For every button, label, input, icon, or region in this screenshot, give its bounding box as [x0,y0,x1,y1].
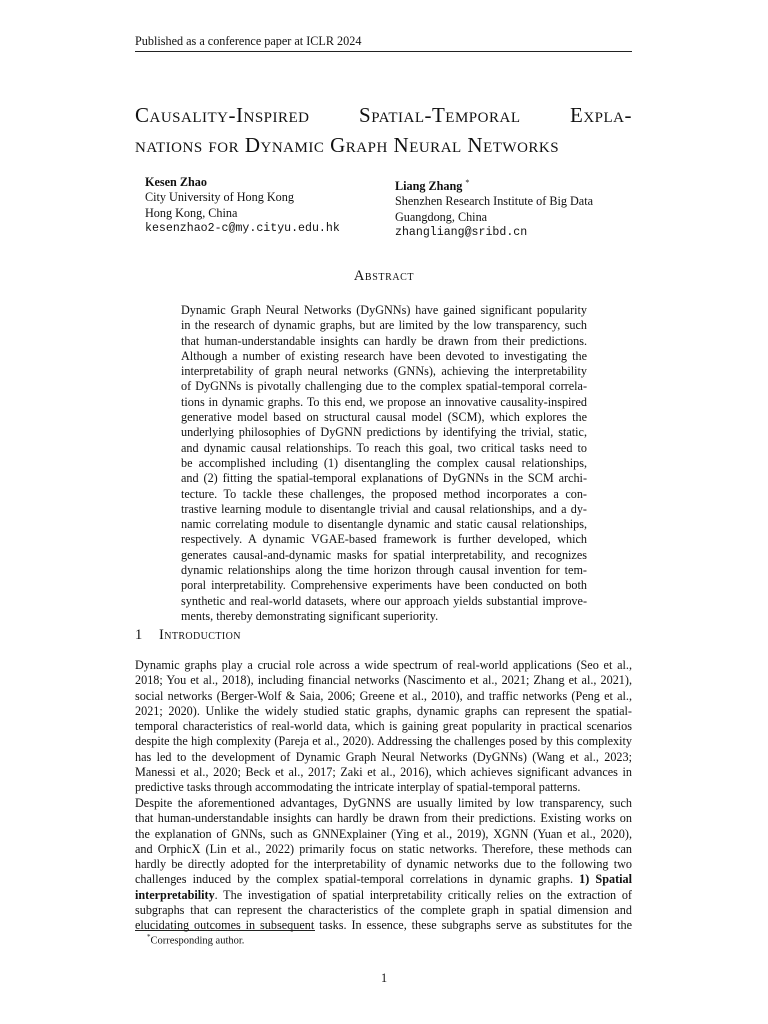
abstract-line: of DyGNNs is pivotally challenging due to the complex spatial-temporal correla- [181,379,587,394]
abstract-line: Although a number of existing research have been devoted to investigating the [181,348,587,363]
paragraph-line-with-bold [135,888,632,903]
abstract-line: generates causal-and-dynamic masks for spatial interpretability, and recognizes [181,547,587,562]
abstract-line: respectively. A dynamic VGAE-based framework is further developed, which [181,532,587,547]
footnote-rule [135,930,315,931]
abstract-line: ments, thereby demonstrating significant superiority. [181,608,439,623]
abstract-body [181,303,587,624]
page-number: 1 [380,971,388,985]
paragraph-text: . The investigation of spatial interpretability critically relies on the extraction of [214,887,632,902]
author-location: Hong Kong, China [145,205,238,220]
paragraph-line: Manessi et al., 2020; Beck et al., 2017; Zaki et al., 2016), which achieves significant advances in [135,765,632,780]
title-word: Causality-Inspired [135,103,310,127]
abstract-line: poral interpretability. Comprehensive experiments have been conducted on both [181,578,587,593]
section-number: 1 [135,627,143,643]
abstract-heading: Abstract [353,268,415,284]
header-rule [135,51,632,52]
abstract-line: that human-understandable insights can hardly be drawn from their predictions. [181,333,587,348]
corresponding-author-marker[interactable]: * [465,178,470,187]
author-affiliation: City University of Hong Kong [145,190,294,205]
bold-run: 1) Spatial [579,872,633,887]
author-block-1 [145,175,340,236]
paragraph-line: social networks (Berger-Wolf & Saia, 2006; Greene et al., 2010), and traffic networks (Peng et al., [135,688,632,703]
abstract-line: Dynamic Graph Neural Networks (DyGNNs) have gained significant popularity [181,303,587,317]
abstract-line: tions in dynamic graphs. To this end, we propose an innovative causality-inspired [181,394,587,409]
paragraph-line: subgraphs that can represent the characteristics of the complete graph in spatial dimension and [135,903,632,918]
footnote-text: Corresponding author. [150,935,245,947]
title-word: Spatial-Temporal [359,103,521,127]
section-title: Introduction [159,627,241,643]
paragraph-line: Despite the aforementioned advantages, DyGNNS are usually limited by low transparency, such [135,796,632,810]
author-name: Liang Zhang [395,179,463,194]
paragraph-line: elucidating outcomes in subsequent tasks. In essence, these subgraphs serve as substitutes for the [135,918,632,933]
author-name: Kesen Zhao [145,175,207,189]
intro-paragraph-2 [135,796,632,934]
abstract-line: and dynamic causal relationships. To reach this goal, two critical tasks need to [181,440,587,455]
paragraph-line: the explanation of GNNs, such as GNNExplainer (Ying et al., 2019), XGNN (Yuan et al., 2020), [135,826,632,841]
paragraph-line: that human-understandable insights can hardly be drawn from their predictions. Existing works on [135,811,632,826]
footnote [147,933,244,947]
abstract-line: be accomplished including (1) disentangling the complex causal relationships, [181,455,587,470]
author-affiliation: Shenzhen Research Institute of Big Data [395,194,593,209]
abstract-line: synthetic and real-world datasets, where our approach yields substantial improve- [181,593,587,608]
paper-title [135,100,635,160]
intro-paragraph-1 [135,658,632,796]
footnote-marker: * [147,933,151,941]
paragraph-line-with-bold [135,872,632,887]
abstract-line: underlying philosophies of DyGNN predictions by identifying the trivial, static, [181,425,587,440]
paragraph-line: temporal characteristics of real-world data, which is gaining great popularity in practical scenarios [135,719,632,734]
abstract-line: tecture. To tackle these challenges, the proposed method incorporates a con- [181,486,587,501]
author-email[interactable]: kesenzhao2-c@my.cityu.edu.hk [145,221,340,235]
paragraph-line: hardly be directly adopted for the interpretability of dynamic networks due to the following two [135,857,632,872]
abstract-line: generative model based on structural causal model (SCM), which explores the [181,410,587,425]
title-line-2: nations for Dynamic Graph Neural Networks [135,133,560,157]
paragraph-line: predictive tasks through accommodating the intricate interplay of spatial-temporal patterns. [135,780,581,795]
paragraph-line: 2018; You et al., 2018), including financial networks (Nascimento et al., 2021; Zhang et al., 2021), [135,673,632,688]
abstract-line: dynamic relationships along the time horizon through causal invention for tem- [181,563,587,578]
paragraph-line: 2021; 2020). Unlike the widely studied static graphs, dynamic graphs can represent the spatial- [135,703,632,718]
author-block-2 [395,175,593,240]
abstract-line: and (2) fitting the spatial-temporal explanations of DyGNNs in the SCM archi- [181,471,587,486]
abstract-line: interpretability of graph neural networks (GNNs), achieving the interpretability [181,364,587,379]
title-line-1 [135,100,632,130]
abstract-line: namic correlating module to disentangle dynamic and static causal relationships, [181,517,587,532]
paragraph-line: has led to the development of Dynamic Graph Neural Networks (DyGNNs) (Wang et al., 2023; [135,749,632,764]
paragraph-line: and OrphicX (Lin et al., 2022) primarily focus on static networks. Therefore, these methods can [135,841,632,856]
author-location: Guangdong, China [395,209,488,224]
running-header: Published as a conference paper at ICLR 2024 [135,34,362,48]
author-email[interactable]: zhangliang@sribd.cn [395,225,528,239]
section-heading-introduction [135,627,241,644]
paragraph-line: despite the high complexity (Pareja et al., 2020). Addressing the challenges posed by this complexity [135,734,632,749]
title-word: Expla- [570,103,632,127]
paragraph-line: Dynamic graphs play a crucial role across a wide spectrum of real-world applications (Seo et al., [135,658,632,672]
paragraph-text: challenges induced by the complex spatial-temporal correlations in dynamic graphs. [135,872,573,887]
abstract-line: in the research of dynamic graphs, but are limited by the low transparency, such [181,318,587,333]
abstract-line: trastive learning module to disentangle trivial and causal relationships, and a dy- [181,501,587,516]
bold-run: interpretability [135,887,215,902]
